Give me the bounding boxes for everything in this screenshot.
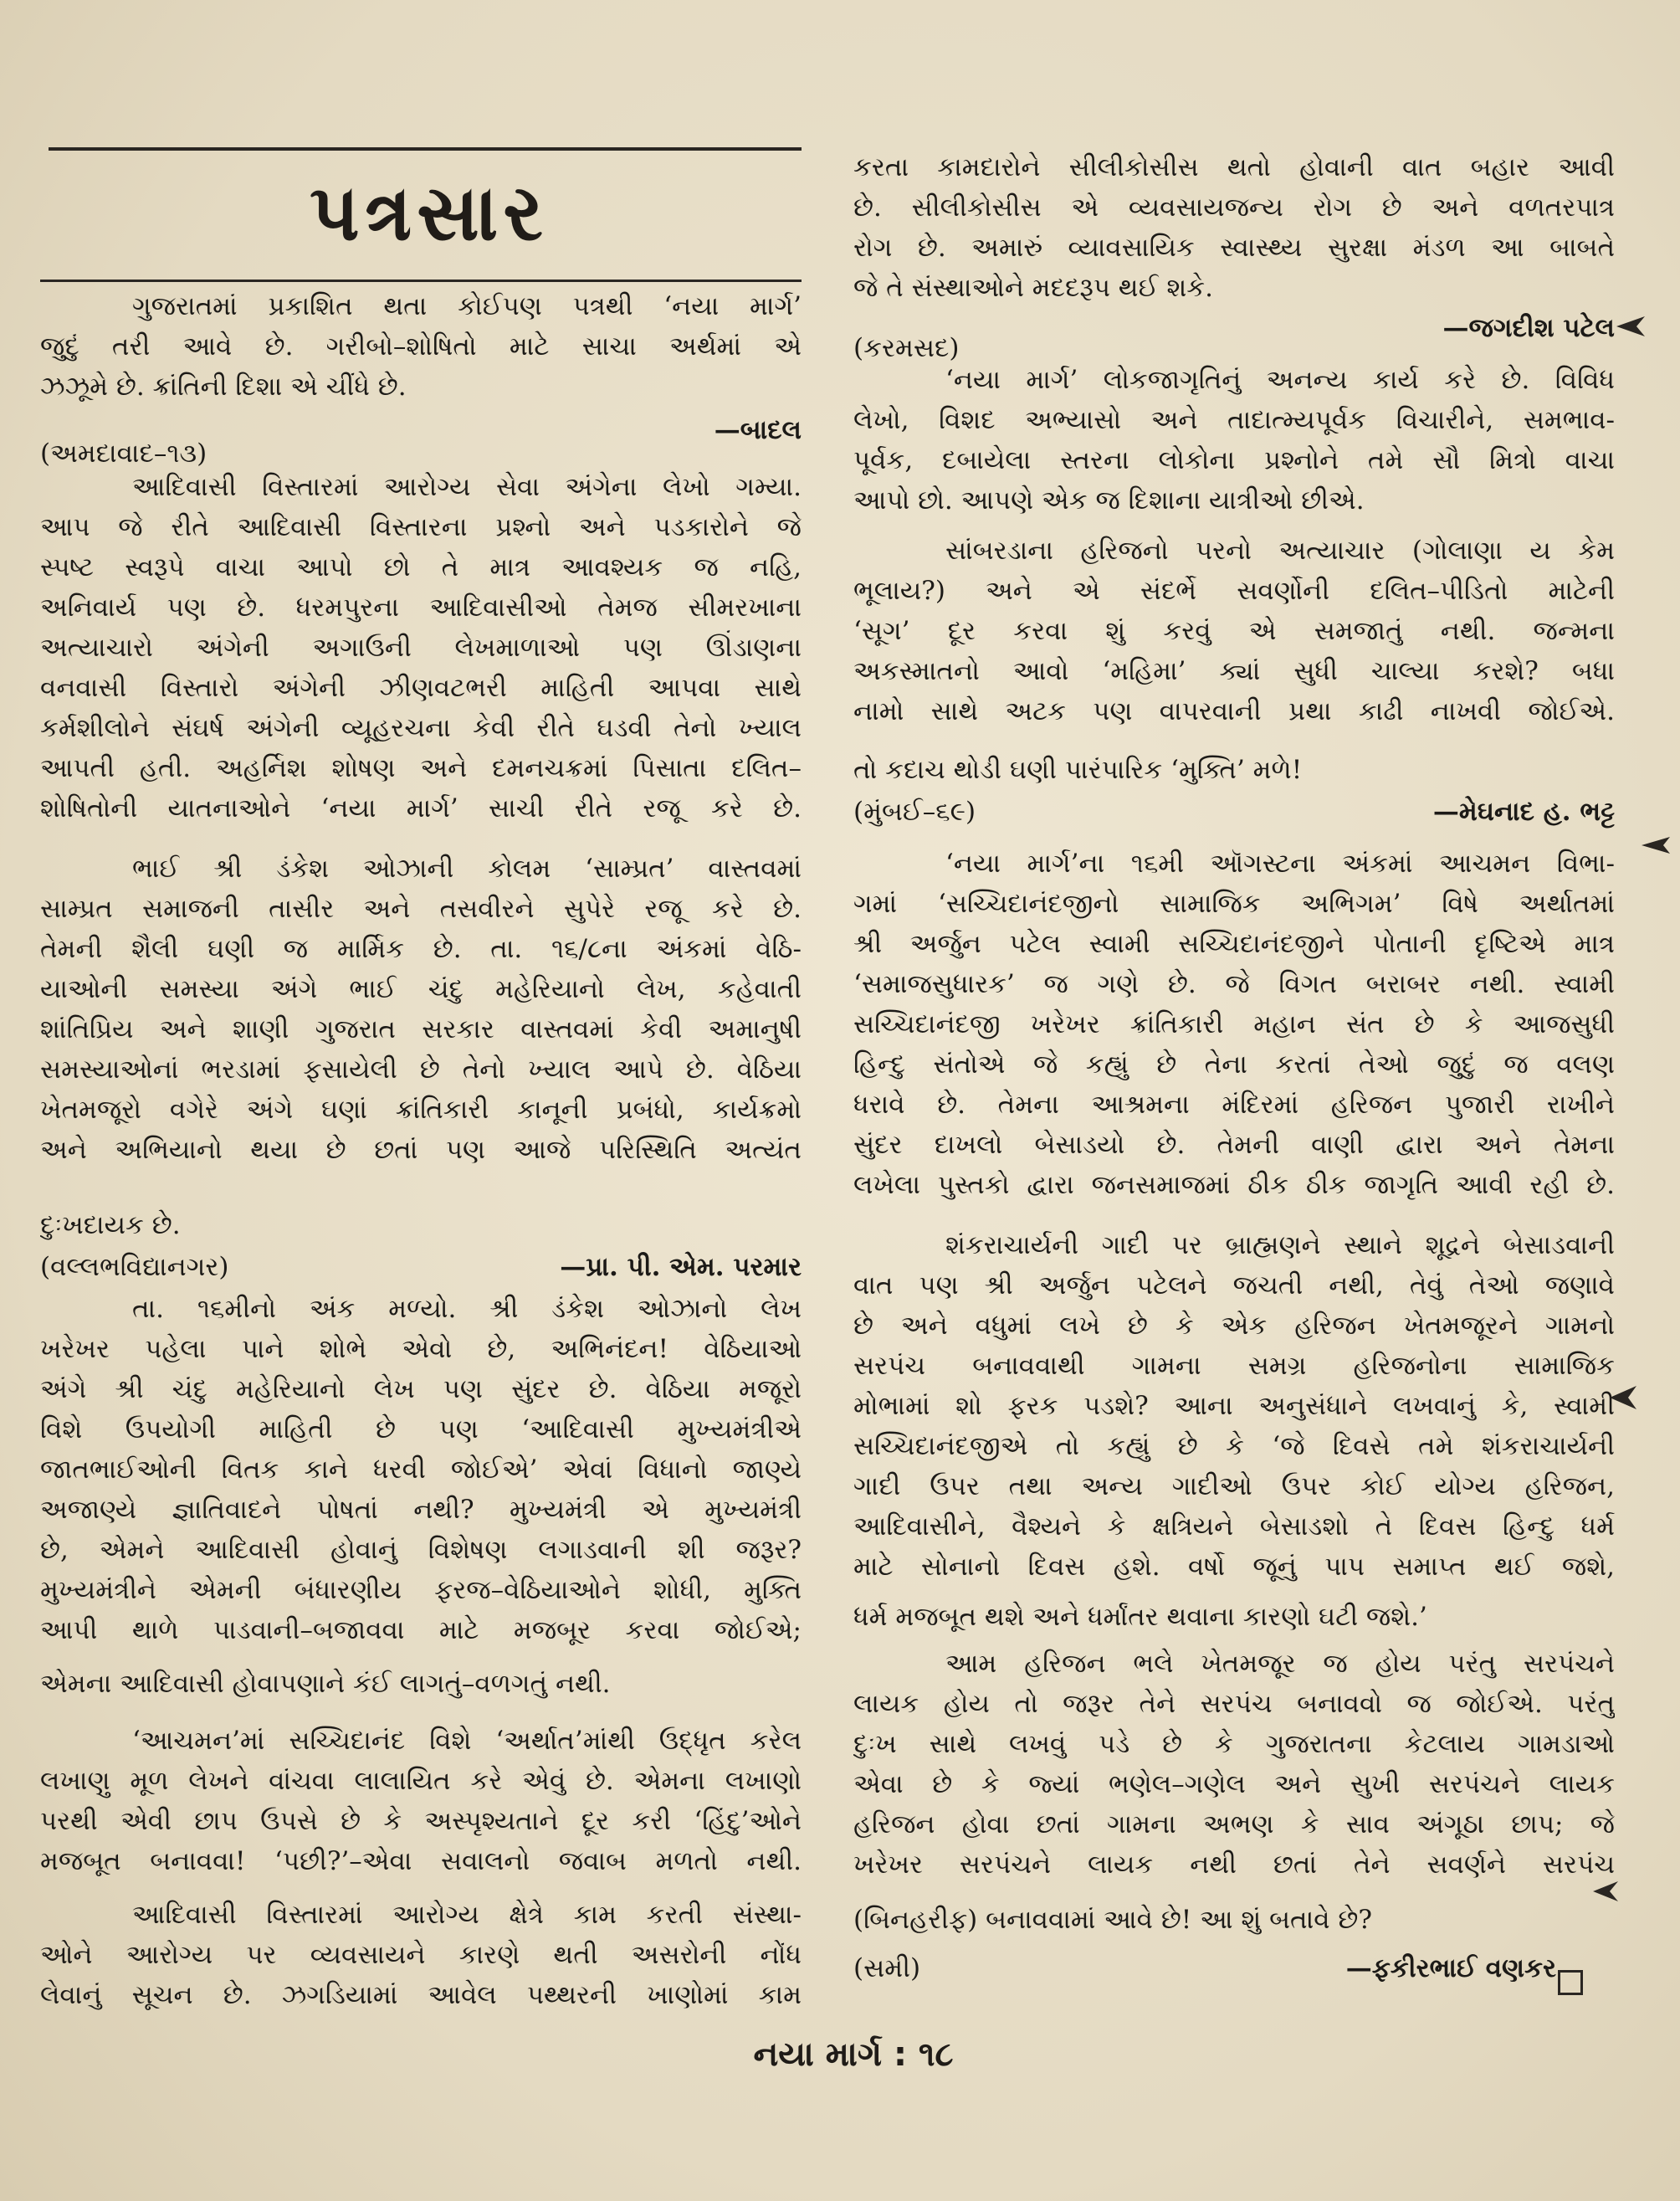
letter-line: છે અને વધુમાં લખે છે કે એક હરિજન ખેતમજૂરને ગામનો: [853, 1311, 1615, 1341]
letter-signature: —ફકીરભાઈ વણકર: [1345, 1953, 1556, 1983]
letter-line: અત્યાચારો અંગેની અગાઉની લેખમાળાઓ પણ ઊંડાણના: [40, 633, 802, 663]
letter-line: શાંતિપ્રિય અને શાણી ગુજરાત સરકાર વાસ્તવમાં કેવી અમાનુષી: [40, 1014, 802, 1044]
letter-byline: [40, 1247, 802, 1287]
letter-byline: [853, 792, 1615, 832]
letter-line: વિશે ઉપયોગી માહિતી છે પણ ‘આદિવાસી મુખ્યમંત્રીએ: [40, 1414, 802, 1444]
letter-line: સ્પષ્ટ સ્વરૂપે વાચા આપો છો તે માત્ર આવશ્યક જ નહિ,: [40, 552, 802, 582]
letter-line: આમ હરિજન ભલે ખેતમજૂર જ હોય પરંતુ સરપંચને: [945, 1649, 1615, 1679]
letter-line: ભાઈ શ્રી ડંકેશ ઓઝાની કોલમ ‘સામ્પ્રત’ વાસ્તવમાં: [132, 854, 802, 884]
letter-line: દુઃખ સાથે લખવું પડે છે કે ગુજરાતના કેટલાય ગામડાઓ: [853, 1729, 1615, 1759]
section-masthead: પત્રસાર: [310, 168, 548, 258]
letter-line: સચ્ચિદાનંદજીએ તો કહ્યું છે કે ‘જે દિવસે તમે શંકરાચાર્યની: [853, 1431, 1615, 1461]
letter-line: શંકરાચાર્યની ગાદી પર બ્રાહ્મણને સ્થાને શૂદ્રને બેસાડવાની: [945, 1230, 1615, 1260]
letter-line: આપ જે રીતે આદિવાસી વિસ્તારના પ્રશ્નો અને પડકારોને જે: [40, 512, 802, 542]
letter-line: પરથી એવી છાપ ઉપસે છે કે અસ્પૃશ્યતાને દૂર કરી ‘હિંદુ’ઓને: [40, 1806, 802, 1836]
letter-line: લખેલા પુસ્તકો દ્વારા જનસમાજમાં ઠીક ઠીક જાગૃતિ આવી રહી છે.: [853, 1170, 1615, 1200]
letter-line: શ્રી અર્જુન પટેલ સ્વામી સચ્ચિદાનંદજીને પોતાની દૃષ્ટિએ માત્ર: [853, 929, 1615, 959]
letter-line: એવા છે કે જ્યાં ભણેલ–ગણેલ અને સુખી સરપંચને લાયક: [853, 1769, 1615, 1799]
letter-signature: —પ્રા. પી. એમ. પરમાર: [560, 1252, 802, 1282]
letter-line: વનવાસી વિસ્તારો અંગેની ઝીણવટભરી માહિતી આપવા સાથે: [40, 673, 802, 703]
letter-line: જાતભાઈઓની વિતક કાને ધરવી જોઈએ’ એવાં વિધાનો જાણ્યે: [40, 1455, 802, 1485]
letter-line: સચ્ચિદાનંદજી ખરેખર ક્રાંતિકારી મહાન સંત છે કે આજસુધી: [853, 1009, 1615, 1039]
letter-line: ભૂલાય?) અને એ સંદર્ભે સવર્ણોની દલિત–પીડિતો માટેની: [853, 576, 1615, 606]
letter-line: આપો છો. આપણે એક જ દિશાના યાત્રીઓ છીએ.: [853, 485, 1365, 516]
letter-line: ઝઝૂમે છે. ક્રાંતિની દિશા એ ચીંધે છે.: [40, 372, 407, 402]
letter-signature: —જગદીશ પટેલ: [1442, 313, 1615, 343]
letter-line: આદિવાસી વિસ્તારમાં આરોગ્ય સેવા અંગેના લેખો ગમ્યા.: [132, 472, 802, 502]
letter-line: આદિવાસીને, વૈશ્યને કે ક્ષત્રિયને બેસાડશો તે દિવસ હિન્દુ ધર્મ: [853, 1511, 1615, 1542]
letter-line: નામો સાથે અટક પણ વાપરવાની પ્રથા કાઢી નાખવી જોઈએ.: [853, 696, 1615, 726]
letter-line: અજાણ્યે જ્ઞાતિવાદને પોષતાં નથી? મુખ્યમંત્રી એ મુખ્યમંત્રી: [40, 1495, 802, 1525]
letter-line: મજબૂત બનાવવા! ‘પછી?’–એવા સવાલનો જવાબ મળતો નથી.: [40, 1846, 802, 1876]
letter-line: ધર્મ મજબૂત થશે અને ધર્માંતર થવાના કારણો ઘટી જશે.’: [853, 1602, 1427, 1632]
letter-line: કરતા કામદારોને સીલીકોસીસ થતો હોવાની વાત બહાર આવી: [853, 152, 1615, 182]
page-footer: નયા માર્ગ : ૧૮: [753, 2035, 954, 2074]
letter-line: દુઃખદાયક છે.: [40, 1210, 181, 1240]
letter-line: મુખ્યમંત્રીને એમની બંધારણીય ફરજ–વેઠિયાઓને શોધી, મુક્તિ: [40, 1575, 802, 1605]
letter-line: સરપંચ બનાવવાથી ગામના સમગ્ર હરિજનોના સામાજિક: [853, 1351, 1615, 1381]
letter-place: (વલ્લભવિદ્યાનગર): [40, 1252, 229, 1282]
letter-line: ખરેખર પહેલા પાને શોભે એવો છે, અભિનંદન! વેઠિયાઓ: [40, 1334, 802, 1364]
letter-line: અને અભિયાનો થયા છે છતાં પણ આજે પરિસ્થિતિ અત્યંત: [40, 1135, 802, 1165]
letter-line: પૂર્વક, દબાયેલા સ્તરના લોકોના પ્રશ્નોને તમે સૌ મિત્રો વાચા: [853, 445, 1615, 475]
letter-line: ખરેખર સરપંચને લાયક નથી છતાં તેને સવર્ણને સરપંચ: [853, 1850, 1615, 1880]
letter-line: તેમની શૈલી ઘણી જ માર્મિક છે. તા. ૧૬/૮ના અંકમાં વેઠિ-: [40, 934, 802, 964]
letter-line: શોષિતોની યાતનાઓને ‘નયા માર્ગ’ સાચી રીતે રજૂ કરે છે.: [40, 793, 802, 823]
letter-line: જે તે સંસ્થાઓને મદદરૂપ થઈ શકે.: [853, 273, 1214, 303]
letter-line: રોગ છે. અમારું વ્યાવસાયિક સ્વાસ્થ્ય સુરક્ષા મંડળ આ બાબતે: [853, 233, 1615, 263]
letter-byline: [853, 1948, 1615, 1988]
letter-line: આપતી હતી. અહર્નિશ શોષણ અને દમનચક્રમાં પિસાતા દલિત–: [40, 753, 802, 783]
letter-line: ‘નયા માર્ગ’ના ૧૬મી ઑગસ્ટના અંકમાં આચમન વિભા-: [945, 849, 1615, 879]
letter-line: મોભામાં શો ફરક પડશે? આના અનુસંધાને લખવાનું કે, સ્વામી: [853, 1391, 1615, 1421]
letter-line: લખાણુ મૂળ લેખને વાંચવા લાલાયિત કરે એવું છે. એમના લખાણો: [40, 1766, 802, 1796]
letter-line: સમસ્યાઓનાં ભરડામાં ફસાયેલી છે તેનો ખ્યાલ આપે છે. વેઠિયા: [40, 1054, 802, 1085]
letter-place: (કરમસદ): [853, 333, 960, 363]
letter-line: ગાદી ઉપર તથા અન્ય ગાદીઓ ઉપર કોઈ યોગ્ય હરિજન,: [853, 1471, 1615, 1501]
letter-line: ‘સૂગ’ દૂર કરવા શું કરવું એ સમજાતું નથી. જન્મના: [853, 616, 1615, 646]
letter-place: (અમદાવાદ–૧૩): [40, 439, 207, 469]
letter-signature: —મેઘનાદ હ. ભટ્ટ: [1432, 797, 1615, 827]
letter-line: એમના આદિવાસી હોવાપણાને કંઈ લાગતું–વળગતું નથી.: [40, 1669, 611, 1699]
letter-line: તા. ૧૬મીનો અંક મળ્યો. શ્રી ડંકેશ ઓઝાનો લેખ: [132, 1294, 802, 1324]
letter-line: હિન્દુ સંતોએ જે કહ્યું છે તેના કરતાં તેઓ જુદું જ વલણ: [853, 1049, 1615, 1080]
letter-line: માટે સોનાનો દિવસ હશે. વર્ષો જૂનું પાપ સમાપ્ત થઈ જશે,: [853, 1552, 1615, 1582]
letter-line: છે. સીલીકોસીસ એ વ્યવસાયજન્ય રોગ છે અને વળતરપાત્ર: [853, 192, 1615, 223]
letter-line: ‘આચમન’માં સચ્ચિદાનંદ વિશે ‘અર્થાત’માંથી ઉદ્ધૃત કરેલ: [132, 1726, 802, 1756]
letter-line: ‘સમાજસુધારક’ જ ગણે છે. જે વિગત બરાબર નથી. સ્વામી: [853, 969, 1615, 999]
letter-line: આપી થાળે પાડવાની–બજાવવા માટે મજબૂર કરવા જોઈએ;: [40, 1615, 802, 1645]
letter-line: જુદું તરી આવે છે. ગરીબો–શોષિતો માટે સાચા અર્થમાં એ: [40, 331, 802, 362]
letter-place: (સમી): [853, 1953, 921, 1983]
binding-mark-icon: [1606, 1381, 1640, 1414]
letter-line: સામ્પ્રત સમાજની તાસીર અને તસવીરને સુપેરે રજૂ કરે છે.: [40, 894, 802, 924]
letter-line: ધરાવે છે. તેમના આશ્રમના મંદિરમાં હરિજન પુજારી રાખીને: [853, 1090, 1615, 1120]
letter-line: ખેતમજૂરો વગેરે અંગે ઘણાં ક્રાંતિકારી કાનૂની પ્રબંધો, કાર્યક્રમો: [40, 1095, 802, 1125]
top-rule: [49, 147, 802, 151]
binding-mark-icon: [1590, 1875, 1623, 1908]
letter-line: લેવાનું સૂચન છે. ઝગડિયામાં આવેલ પથ્થરની ખાણોમાં કામ: [40, 1980, 802, 2010]
article-end-box: [1558, 1970, 1583, 1995]
letter-line: હરિજન હોવા છતાં ગામના અભણ કે સાવ અંગૂઠા છાપ; જે: [853, 1809, 1615, 1839]
letter-line: ઓને આરોગ્ય પર વ્યવસાયને કારણે થતી અસરોની નોંધ: [40, 1940, 802, 1970]
letter-line: ગુજરાતમાં પ્રકાશિત થતા કોઈપણ પત્રથી ‘નયા માર્ગ’: [132, 291, 802, 321]
binding-mark-icon: [1615, 310, 1648, 343]
letter-line: (બિનહરીફ) બનાવવામાં આવે છે! આ શું બતાવે છે?: [853, 1905, 1372, 1935]
masthead-rule: [40, 280, 802, 282]
letter-line: અંગે શ્રી ચંદુ મહેરિયાનો લેખ પણ સુંદર છે. વેઠિયા મજૂરો: [40, 1374, 802, 1404]
letter-line: સાંબરડાના હરિજનો પરનો અત્યાચાર (ગોલાણા ય કેમ: [945, 536, 1615, 566]
letter-line: ગમાં ‘સચ્ચિદાનંદજીનો સામાજિક અભિગમ’ વિષે અર્થાતમાં: [853, 889, 1615, 919]
letter-line: કર્મશીલોને સંઘર્ષ અંગેની વ્યૂહરચના કેવી રીતે ઘડવી તેનો ખ્યાલ: [40, 713, 802, 743]
letter-line: છે, એમને આદિવાસી હોવાનું વિશેષણ લગાડવાની શી જરૂર?: [40, 1535, 802, 1565]
letter-line: સુંદર દાખલો બેસાડયો છે. તેમની વાણી દ્વારા અને તેમના: [853, 1130, 1615, 1160]
letter-line: યાઓની સમસ્યા અંગે ભાઈ ચંદુ મહેરિયાનો લેખ, કહેવાતી: [40, 974, 802, 1004]
letter-line: ‘નયા માર્ગ’ લોકજાગૃતિનું અનન્ય કાર્ય કરે છે. વિવિધ: [945, 365, 1615, 395]
letter-line: અનિવાર્ય પણ છે. ધરમપુરના આદિવાસીઓ તેમજ સીમરખાના: [40, 593, 802, 623]
letter-line: તો કદાચ થોડી ઘણી પારંપારિક ‘મુક્તિ’ મળે!: [853, 755, 1303, 785]
letter-line: અકસ્માતનો આવો ‘મહિમા’ ક્યાં સુધી ચાલ્યા કરશે? બધા: [853, 656, 1615, 686]
letter-line: આદિવાસી વિસ્તારમાં આરોગ્ય ક્ષેત્રે કામ કરતી સંસ્થા-: [132, 1900, 802, 1930]
letter-place: (મુંબઈ–૬૯): [853, 797, 976, 827]
letter-signature: —બાદલ: [714, 415, 802, 445]
letter-line: લેખો, વિશદ અભ્યાસો અને તાદાત્મ્યપૂર્વક વિચારીને, સમભાવ-: [853, 405, 1615, 435]
letter-line: વાત પણ શ્રી અર્જુન પટેલને જચતી નથી, તેવું તેઓ જણાવે: [853, 1270, 1615, 1301]
binding-mark-icon: [1640, 829, 1673, 862]
letter-line: લાયક હોય તો જરૂર તેને સરપંચ બનાવવો જ જોઈએ. પરંતુ: [853, 1689, 1615, 1719]
